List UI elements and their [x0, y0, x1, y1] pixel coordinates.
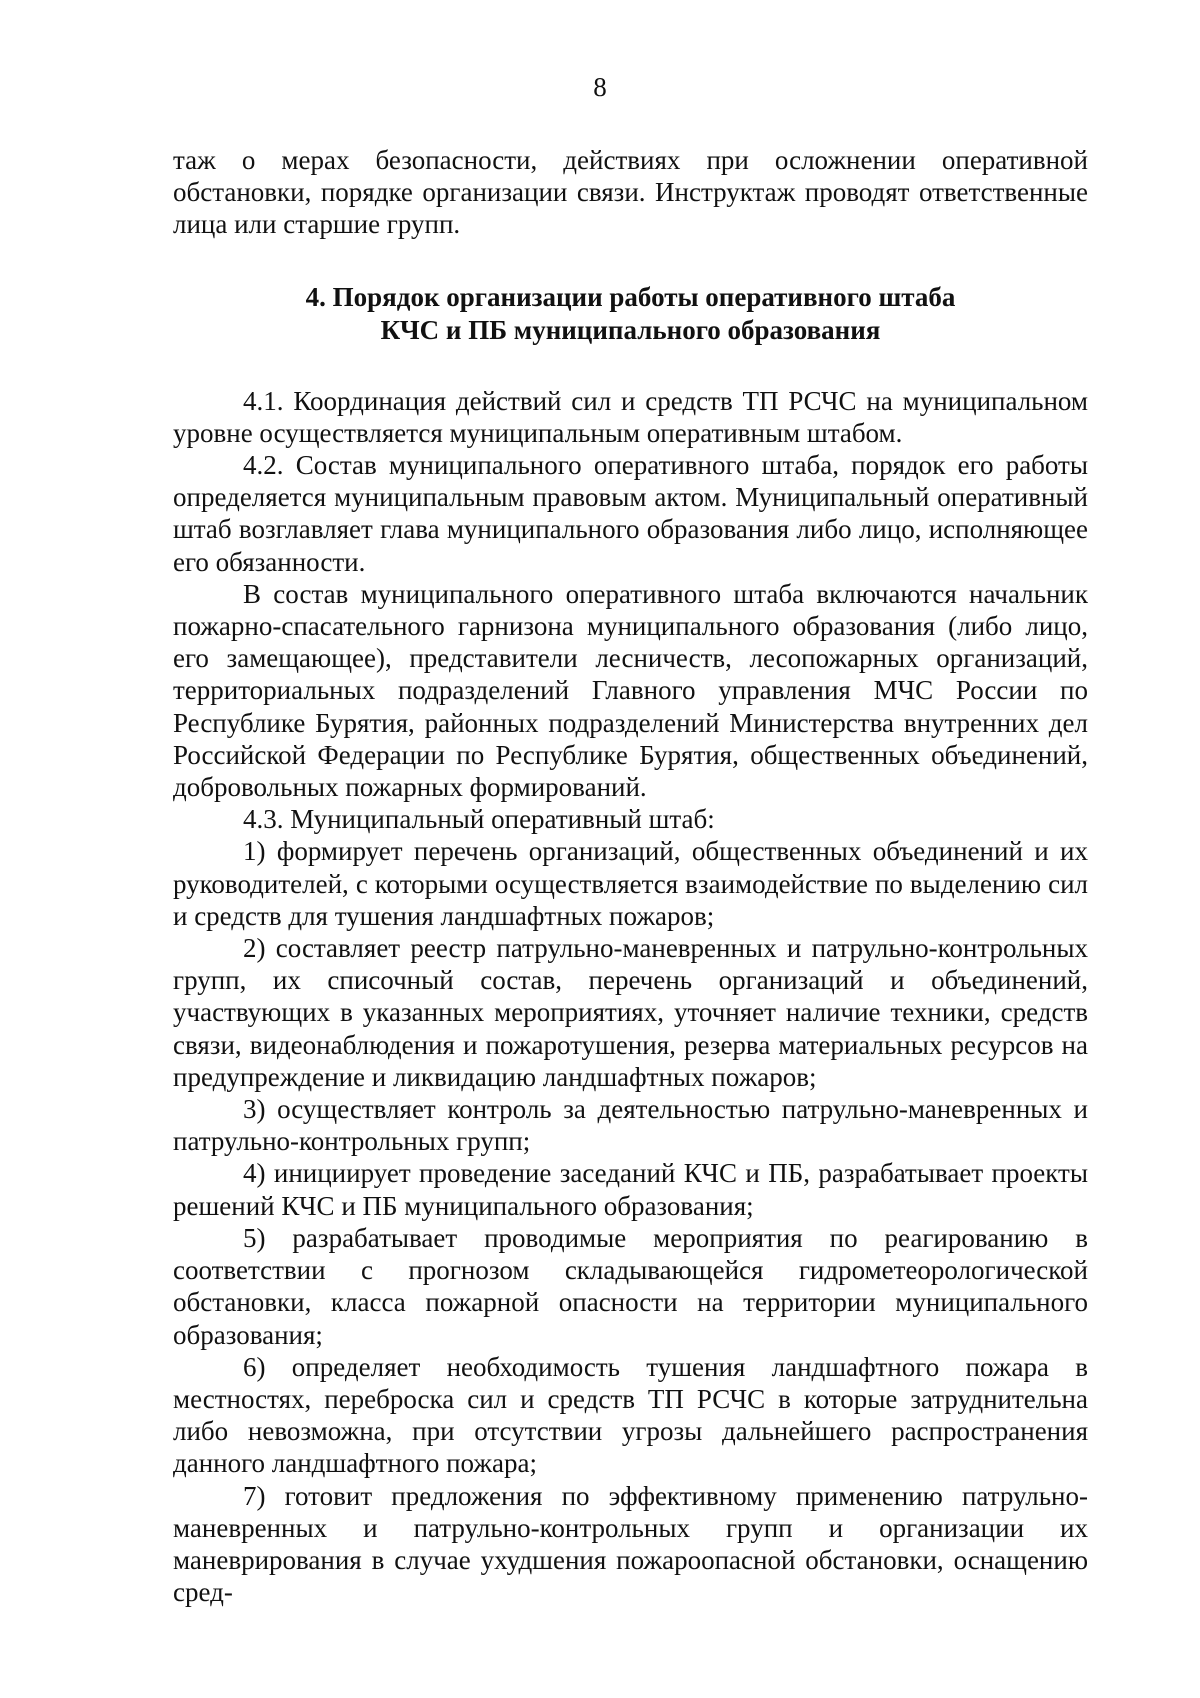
list-item-4: 4) инициирует проведение заседаний КЧС и ПБ, разрабатывает проекты решений КЧС и ПБ муниципального образования;: [173, 1158, 1088, 1221]
section-heading-line-2: КЧС и ПБ муниципального образования: [380, 314, 881, 345]
intro-paragraph: таж о мерах безопасности, действиях при осложнении оперативной обстановки, порядке организации связи. Инструктаж проводят ответственные лица или старшие групп.: [173, 145, 1088, 240]
list-item-5: 5) разрабатывает проводимые мероприятия по реагированию в соответствии с прогнозом складывающейся гидрометеорологической обстановки, класса пожарной опасности на территории муниципального образования;: [173, 1222, 1088, 1350]
paragraph-4-2: 4.2. Состав муниципального оперативного штаба, порядок его работы определяется муниципальным правовым актом. Муниципальный оперативный штаб возглавляет глава муниципального образования либо лицо, исполняющее его обязанности.: [173, 450, 1088, 577]
document-body: [173, 144, 1088, 1608]
paragraph-staff-composition: В состав муниципального оперативного штаба включаются начальник пожарно-спасательного гарнизона муниципального образования (либо лицо, его замещающее), представители лесничеств, лесопожарных организаций, территориальных подразделений Главного управления МЧС России по Республике Бурятия, районных подразделений Министерства внутренних дел Российской Федерации по Республике Бурятия, общественных объединений, добровольных пожарных формирований.: [173, 578, 1088, 803]
list-item-6: 6) определяет необходимость тушения ландшафтного пожара в местностях, переброска сил и средств ТП РСЧС в которые затруднительна либо невозможна, при отсутствии угрозы дальнейшего распространения данного ландшафтного пожара;: [173, 1351, 1088, 1479]
paragraph-4-1: 4.1. Координация действий сил и средств ТП РСЧС на муниципальном уровне осуществляется муниципальным оперативным штабом.: [173, 385, 1088, 448]
page-number: 8: [593, 72, 607, 102]
section-heading: [173, 281, 1088, 347]
list-item-3: 3) осуществляет контроль за деятельностью патрульно-маневренных и патрульно-контрольных групп;: [173, 1094, 1088, 1157]
list-item-2: 2) составляет реестр патрульно-маневренных и патрульно-контрольных групп, их списочный состав, перечень организаций и объединений, участвующих в указанных мероприятиях, уточняет наличие техники, средств связи, видеонаблюдения и пожаротушения, резерва материальных ресурсов на предупреждение и ликвидацию ландшафтных пожаров;: [173, 933, 1088, 1092]
list-item-1: 1) формирует перечень организаций, общественных объединений и их руководителей, с которыми осуществляется взаимодействие по выделению сил и средств для тушения ландшафтных пожаров;: [173, 836, 1088, 931]
section-heading-line-1: 4. Порядок организации работы оперативного штаба: [305, 281, 956, 312]
list-item-7: 7) готовит предложения по эффективному применению патрульно-маневренных и патрульно-контрольных групп и организации их маневрирования в случае ухудшения пожароопасной обстановки, оснащению сред-: [173, 1480, 1088, 1608]
paragraph-4-3: 4.3. Муниципальный оперативный штаб:: [243, 804, 715, 835]
